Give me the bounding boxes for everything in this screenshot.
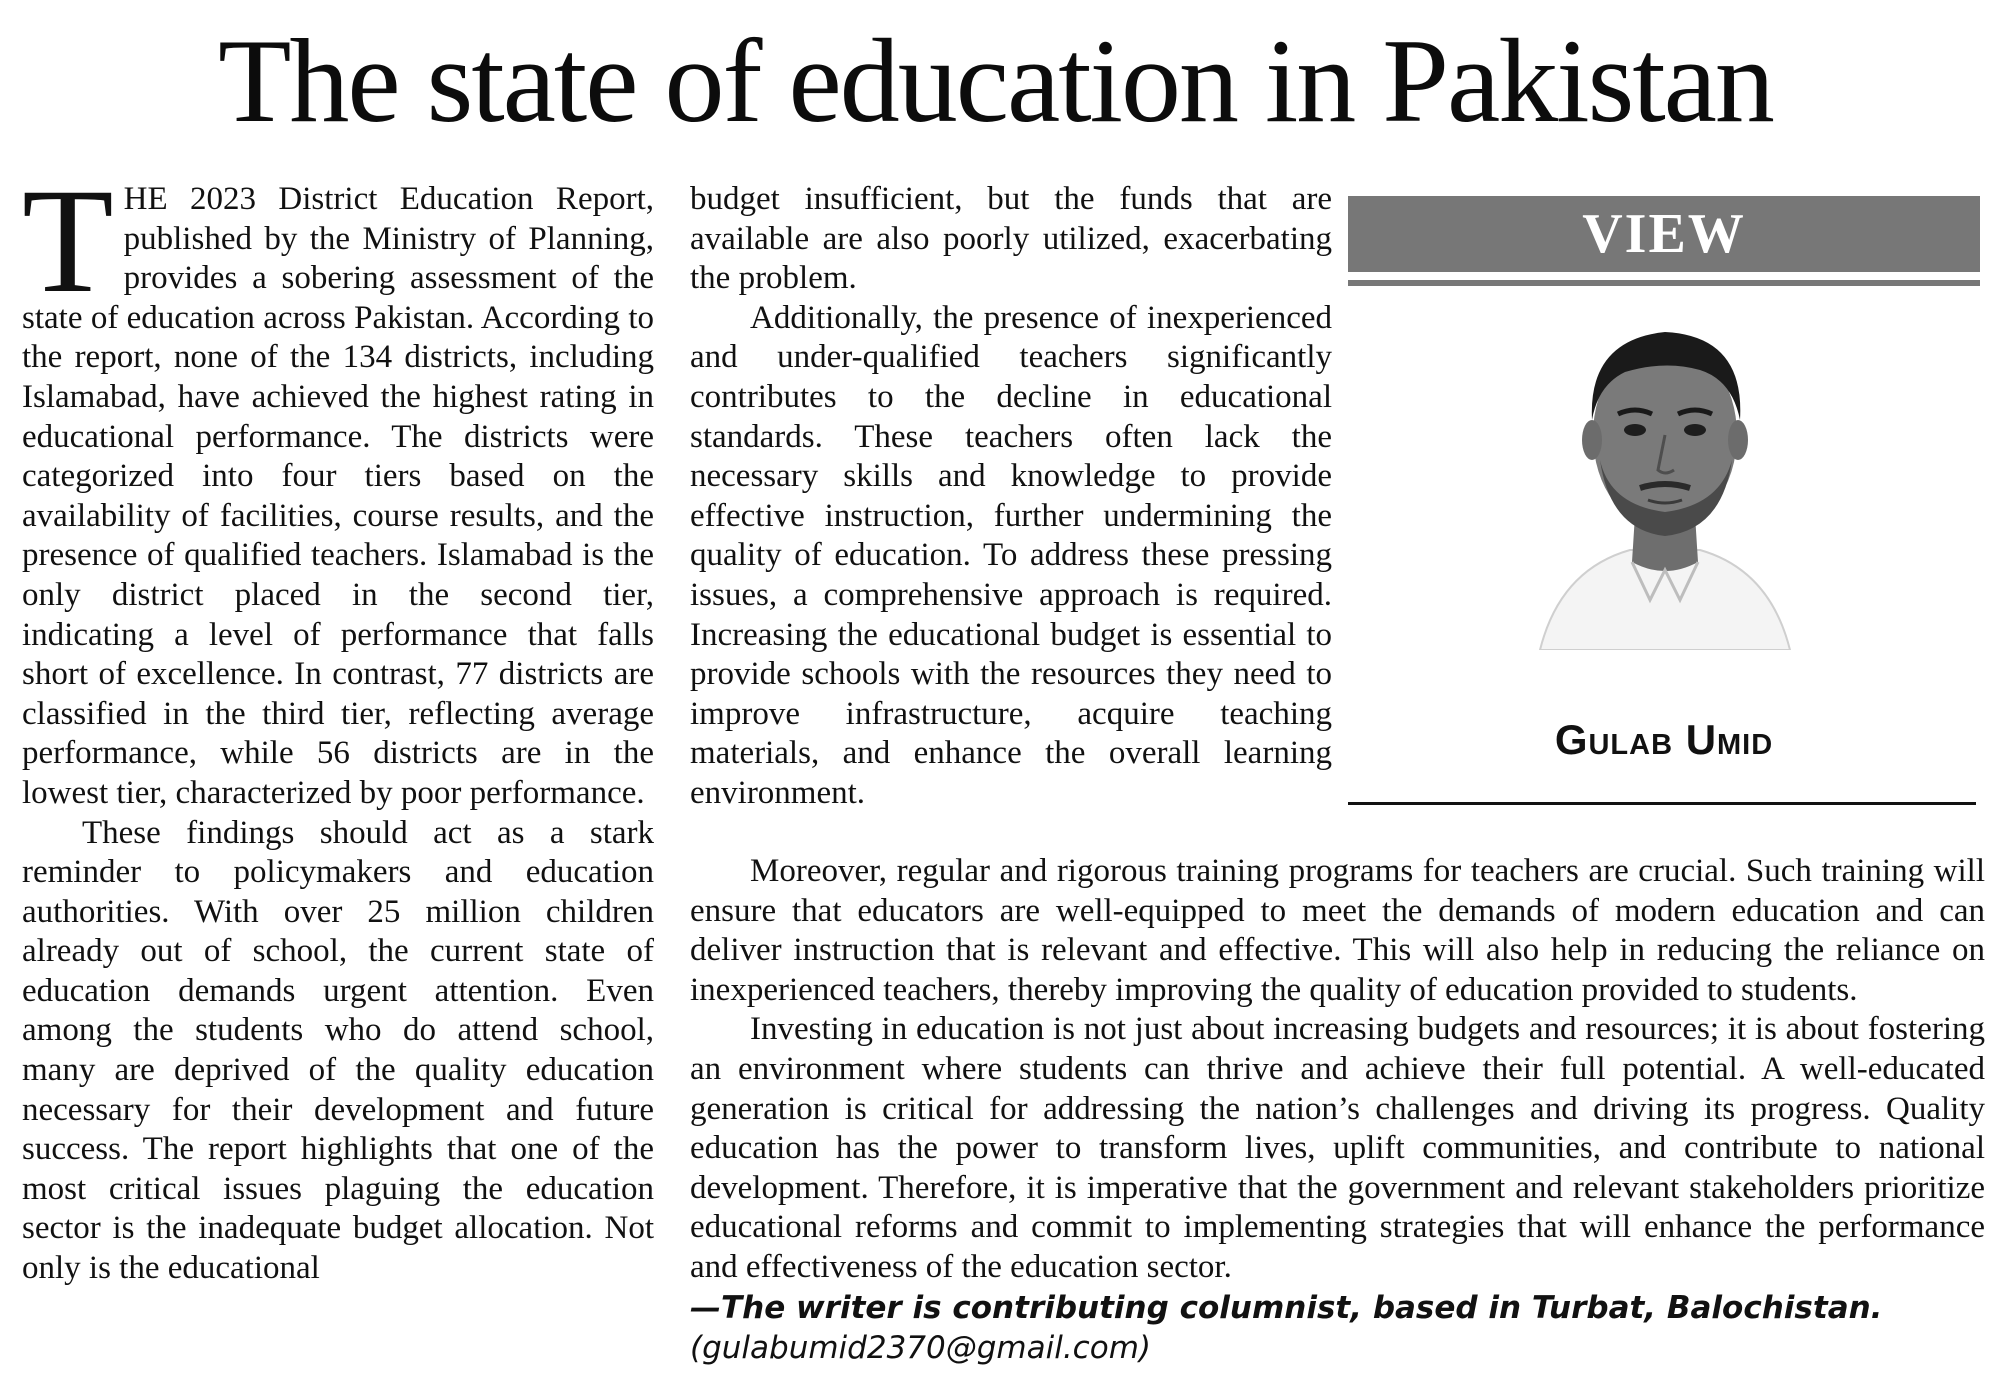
article-column-1	[22, 158, 654, 1289]
paragraph-1-text: 2023 District Education Report, published by the Ministry of Planning, provides a sobering assessment of the state of education across Pakistan. According to the report, none of the 134 districts, including Islamabad, have achieved the highest rating in educational performance. The districts were categorized into four tiers based on the availability of facilities, course results, and the presence of qualified teachers. Islamabad is the only district placed in the second tier, indicating a level of performance that falls short of excellence. In contrast, 77 districts are classified in the third tier, reflecting average performance, while 56 districts are in the lowest tier, characterized by poor performance.	[22, 181, 654, 811]
paragraph-5: Investing in education is not just about increasing budgets and resources; it is about fostering an environment where students can thrive and achieve their full potential. A well-educated generation is critical for addressing the nation’s challenges and driving its progress. Quality education has the power to transform lives, uplift communities, and contribute to national development. Therefore, it is imperative that the government and relevant stakeholders prioritize educational reforms and commit to implementing strategies that will enhance the performance and effectiveness of the education sector.	[690, 1011, 1985, 1285]
paragraph-3: Additionally, the presence of inexperienced and under-qualified teachers significantly contributes to the decline in educational standards. These teachers often lack the necessary skills and knowledge to provide effective instruction, further undermining the quality of education. To address these pressing issues, a comprehensive approach is required. Increasing the educational budget is essential to provide schools with the resources they need to improve infrastructure, acquire teaching materials, and enhance the overall learning environment.	[690, 299, 1332, 811]
article-column-2	[690, 180, 1332, 814]
paragraph-2-continued: budget insufficient, but the funds that are available are also poorly utilized, exacerbating the problem.	[690, 181, 1332, 297]
author-name: Gulab Umid	[1554, 716, 1774, 763]
author-rule	[1348, 802, 1976, 805]
writer-signoff: —The writer is contributing columnist, based in Turbat, Balochistan.	[690, 1289, 1883, 1326]
lead-caps: HE	[123, 181, 168, 217]
author-photo	[1500, 300, 1830, 650]
article-wide-section	[690, 852, 1985, 1368]
headline: The state of education in Pakistan	[218, 14, 1773, 147]
lead-paragraph	[22, 158, 654, 814]
writer-email: (gulabumid2370@gmail.com)	[690, 1329, 1151, 1366]
view-label: VIEW	[1348, 196, 1980, 272]
drop-cap: T	[22, 158, 114, 324]
paragraph-2: These findings should act as a stark reminder to policymakers and education authorities. With over 25 million children already out of school, the current state of education demands urgent attention. Even among the students who do attend school, many are deprived of the quality education necessary for their development and future success. The report highlights that one of the most critical issues plaguing the education sector is the inadequate budget allocation. Not only is the educational	[22, 814, 654, 1287]
view-rule	[1348, 280, 1980, 286]
paragraph-4: Moreover, regular and rigorous training programs for teachers are crucial. Such training will ensure that educators are well-equipped to meet the demands of modern education and can deliver instruction that is relevant and effective. This will also help in reducing the reliance on inexperienced teachers, thereby improving the quality of education provided to students.	[690, 853, 1985, 1008]
